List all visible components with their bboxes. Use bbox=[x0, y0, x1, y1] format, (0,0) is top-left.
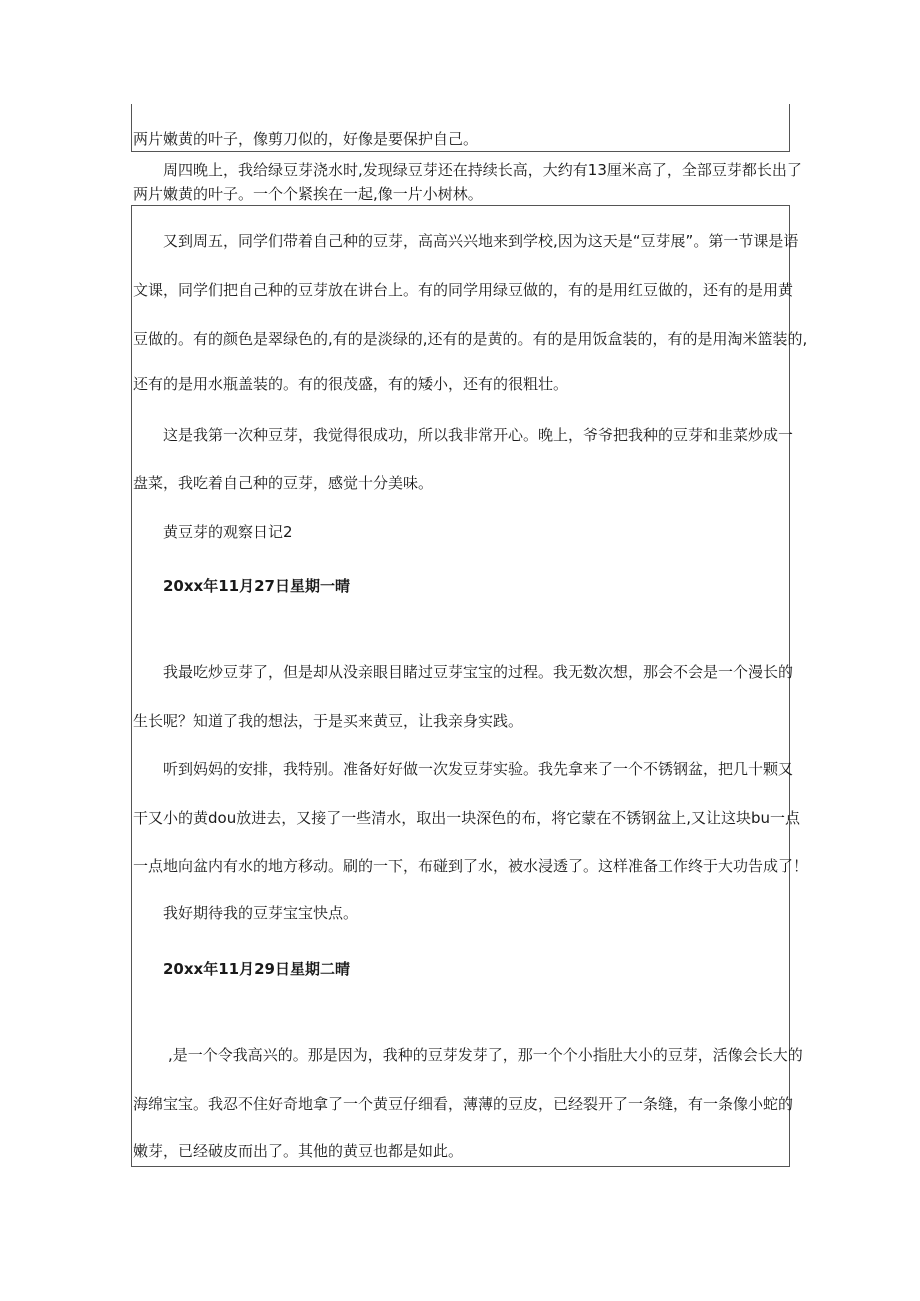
paragraph-line: 生长呢？知道了我的想法，于是买来黄豆，让我亲身实践。 bbox=[133, 712, 524, 730]
paragraph-line: 盘菜，我吃着自己种的豆芽，感觉十分美味。 bbox=[133, 474, 434, 492]
paragraph-line: 我好期待我的豆芽宝宝快点。 bbox=[163, 904, 359, 922]
paragraph-line: 文课，同学们把自己种的豆芽放在讲台上。有的同学用绿豆做的，有的是用红豆做的，还有的是用黄 bbox=[133, 281, 794, 299]
diary-date: 20xx年11月27日星期一晴 bbox=[163, 577, 350, 595]
paragraph-line: 这是我第一次种豆芽，我觉得很成功，所以我非常开心。晚上，爷爷把我种的豆芽和韭菜炒成一 bbox=[163, 426, 794, 444]
table-cell-main bbox=[131, 205, 809, 1167]
paragraph-line: 一点地向盆内有水的地方移动。刷的一下，布碰到了水，被水浸透了。这样准备工作终于大功告成了！ bbox=[133, 857, 809, 875]
paragraph-line: ,是一个令我高兴的。那是因为，我种的豆芽发芽了，那一个个小指肚大小的豆芽，活像会长大的 bbox=[168, 1046, 803, 1064]
paragraph-line: 还有的是用水瓶盖装的。有的很茂盛，有的矮小，还有的很粗壮。 bbox=[133, 375, 569, 393]
paragraph-line: 豆做的。有的颜色是翠绿色的,有的是淡绿的,还有的是黄的。有的是用饭盒装的，有的是用淘米篮装的, bbox=[133, 330, 808, 348]
paragraph-line: 嫩芽，已经破皮而出了。其他的黄豆也都是如此。 bbox=[133, 1142, 464, 1160]
paragraph-line: 两片嫩黄的叶子，像剪刀似的，好像是要保护自己。 bbox=[133, 130, 479, 148]
paragraph-line: 又到周五，同学们带着自己种的豆芽，高高兴兴地来到学校,因为这天是“豆芽展”。第一节课是语 bbox=[163, 232, 799, 250]
paragraph-line: 周四晚上，我给绿豆芽浇水时,发现绿豆芽还在持续长高，大约有13厘米高了，全部豆芽都长出了 bbox=[163, 161, 802, 179]
paragraph-line: 两片嫩黄的叶子。一个个紧挨在一起,像一片小树林。 bbox=[133, 185, 483, 203]
paragraph-line: 海绵宝宝。我忍不住好奇地拿了一个黄豆仔细看，薄薄的豆皮，已经裂开了一条缝，有一条像小蛇的 bbox=[133, 1095, 794, 1113]
section-heading: 黄豆芽的观察日记2 bbox=[163, 523, 293, 541]
diary-date: 20xx年11月29日星期二晴 bbox=[163, 960, 350, 978]
paragraph-line: 干又小的黄dou放进去，又接了一些清水，取出一块深色的布，将它蒙在不锈钢盆上,又让这块bu一点 bbox=[133, 809, 801, 827]
paragraph-line: 我最吃炒豆芽了，但是却从没亲眼目睹过豆芽宝宝的过程。我无数次想，那会不会是一个漫长的 bbox=[163, 663, 794, 681]
paragraph-line: 听到妈妈的安排，我特别。准备好好做一次发豆芽实验。我先拿来了一个不锈钢盆，把几十颗又 bbox=[163, 760, 794, 778]
